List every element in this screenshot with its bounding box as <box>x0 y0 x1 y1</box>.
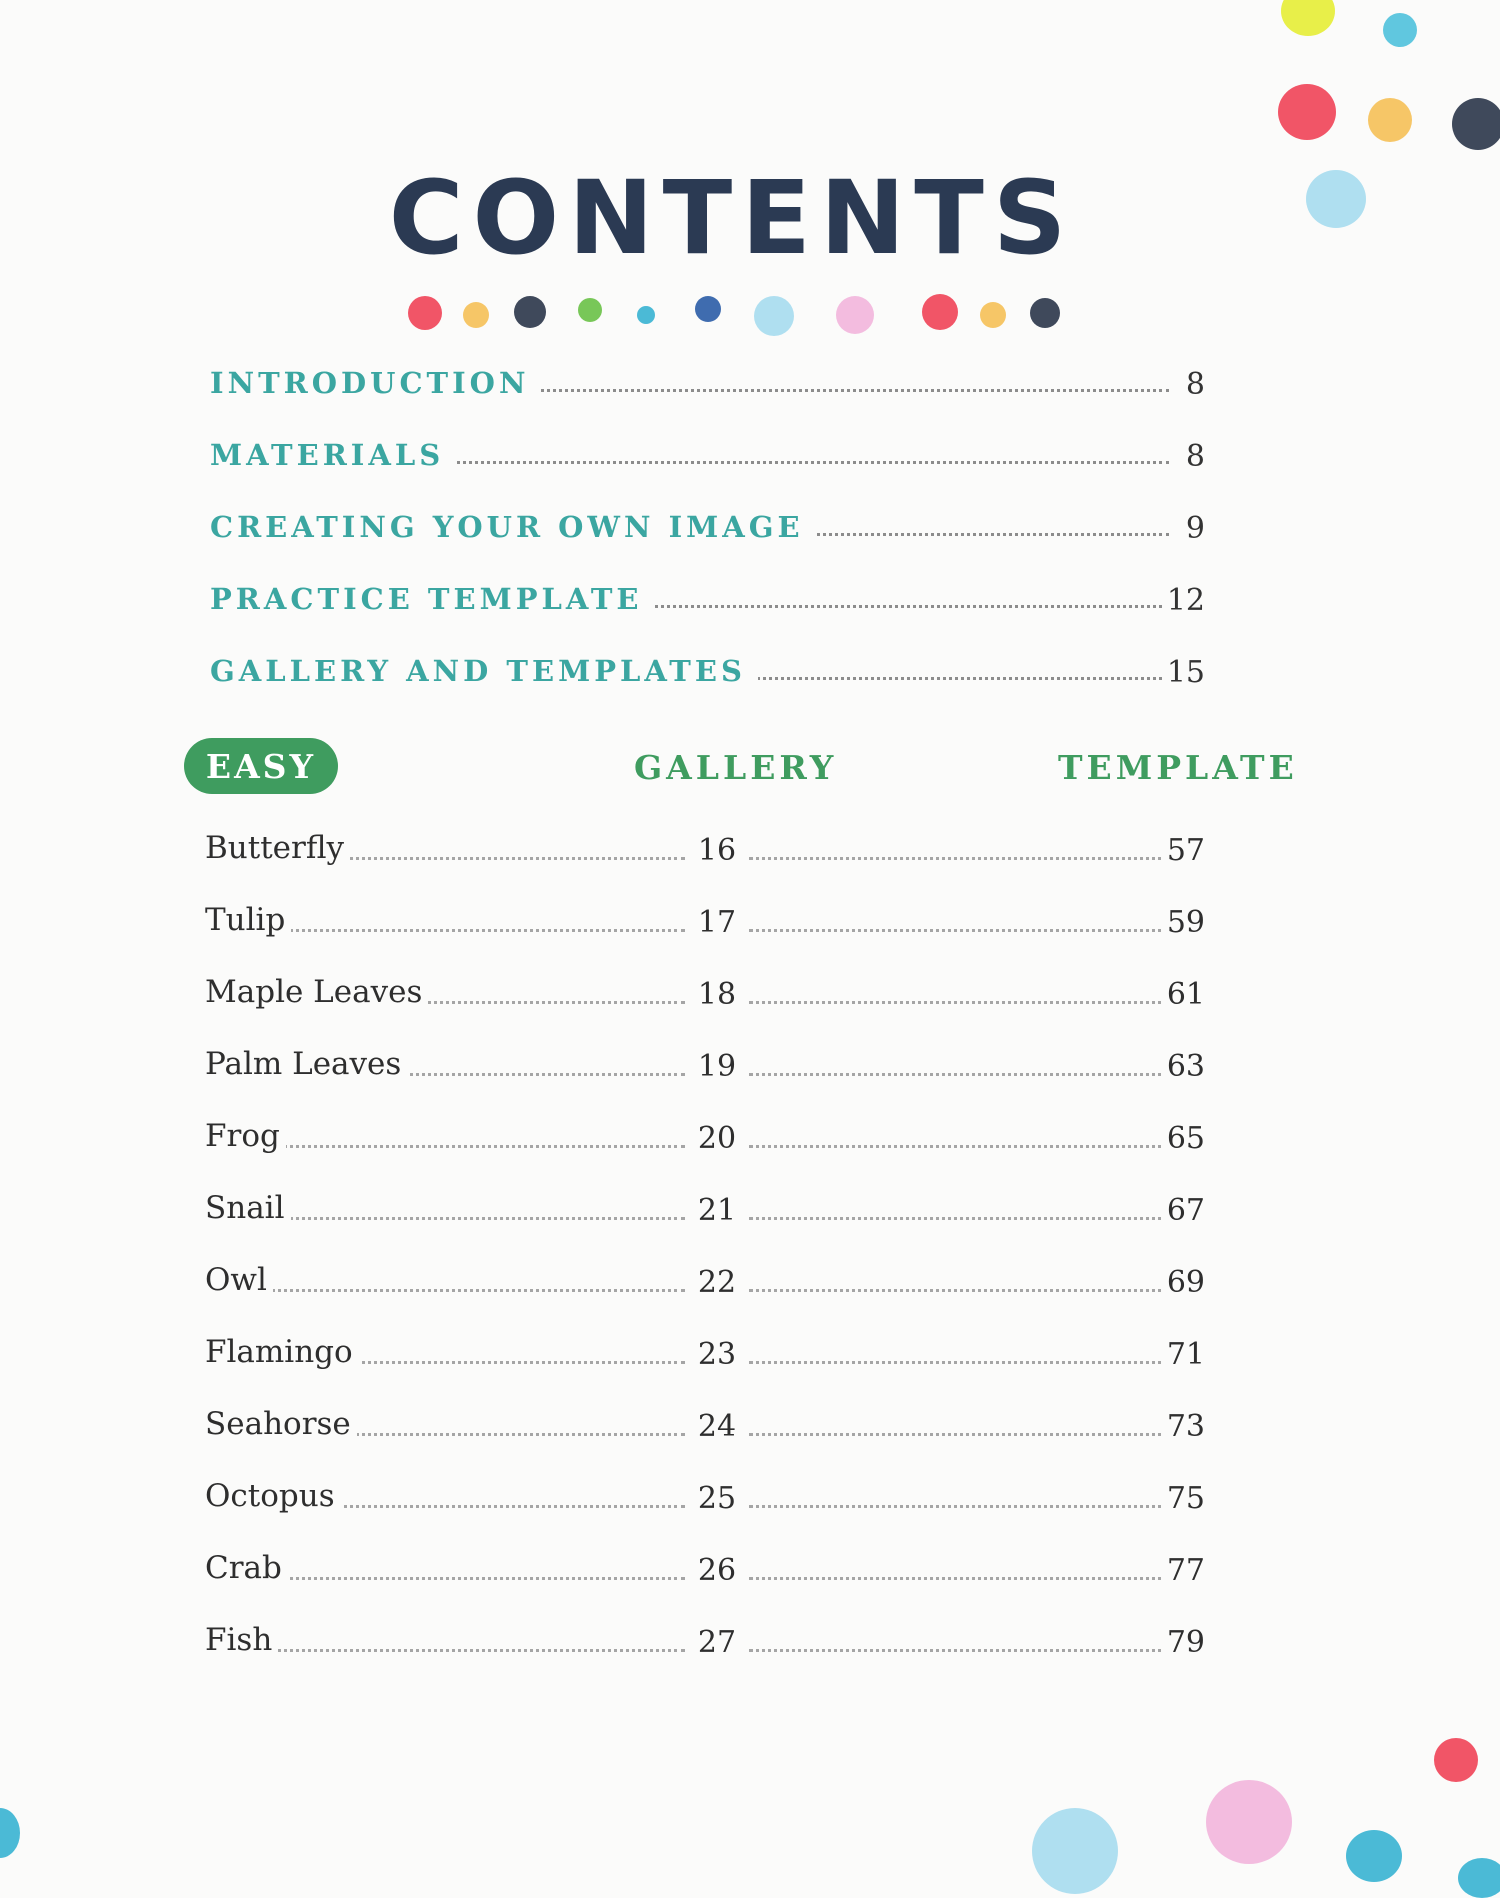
gallery-page: 16 <box>689 833 745 868</box>
dot-red <box>1278 84 1336 140</box>
toc-item-label: INTRODUCTION <box>210 366 541 400</box>
toc-item-label: CREATING YOUR OWN IMAGE <box>210 510 816 544</box>
dot-leader <box>749 1289 1169 1292</box>
dot-leader <box>749 1361 1169 1364</box>
entry-name: Flamingo <box>205 1334 359 1370</box>
dot-teal <box>0 1808 20 1858</box>
toc-item <box>210 566 1205 638</box>
list-item <box>205 816 1205 888</box>
dot-orange <box>1368 98 1412 142</box>
entry-name: Frog <box>205 1118 286 1154</box>
dot-leader <box>749 1649 1169 1652</box>
dot-navy <box>1452 98 1500 150</box>
toc-item <box>210 422 1205 494</box>
gallery-page: 21 <box>689 1193 745 1228</box>
dot-pink <box>836 296 874 334</box>
toc-item-page: 8 <box>1182 367 1205 402</box>
dot-leader <box>749 1217 1169 1220</box>
list-item <box>205 1392 1205 1464</box>
template-page: 59 <box>1163 905 1205 940</box>
dot-leader <box>749 1433 1169 1436</box>
dot-blue <box>695 296 721 322</box>
dot-leader <box>749 1577 1169 1580</box>
dot-leader <box>749 1073 1169 1076</box>
entry-name: Crab <box>205 1550 288 1586</box>
dot-leader <box>749 1001 1169 1004</box>
list-item <box>205 1320 1205 1392</box>
gallery-page: 24 <box>689 1409 745 1444</box>
template-page: 57 <box>1163 833 1205 868</box>
list-item <box>205 1176 1205 1248</box>
dot-leader <box>749 929 1169 932</box>
template-page: 61 <box>1163 977 1205 1012</box>
dot-navy <box>514 296 546 328</box>
gallery-column-header: GALLERY <box>634 748 838 787</box>
gallery-page: 27 <box>689 1625 745 1660</box>
list-item <box>205 1464 1205 1536</box>
template-page: 71 <box>1163 1337 1205 1372</box>
entry-name: Octopus <box>205 1478 341 1514</box>
dot-teal <box>1458 1858 1500 1898</box>
toc-item <box>210 638 1205 710</box>
toc-item <box>210 350 1205 422</box>
entry-name: Palm Leaves <box>205 1046 407 1082</box>
dot-yellow <box>1281 0 1335 36</box>
gallery-page: 18 <box>689 977 745 1012</box>
dot-leader <box>749 1145 1169 1148</box>
list-item <box>205 888 1205 960</box>
list-item <box>205 1104 1205 1176</box>
entry-name: Tulip <box>205 902 291 938</box>
toc-item-label: PRACTICE TEMPLATE <box>210 582 655 616</box>
template-page: 67 <box>1163 1193 1205 1228</box>
template-page: 79 <box>1163 1625 1205 1660</box>
dot-lightblue <box>1032 1808 1118 1894</box>
list-item <box>205 1032 1205 1104</box>
toc-item-page: 15 <box>1163 655 1205 690</box>
list-item <box>205 1248 1205 1320</box>
dot-red <box>1434 1738 1478 1782</box>
entry-name: Owl <box>205 1262 273 1298</box>
dot-orange <box>980 302 1006 328</box>
page-title: CONTENTS <box>388 159 1076 278</box>
toc-list <box>210 350 1205 710</box>
template-page: 65 <box>1163 1121 1205 1156</box>
dot-teal <box>1346 1830 1402 1882</box>
toc-item-label: MATERIALS <box>210 438 456 472</box>
toc-item <box>210 494 1205 566</box>
dot-teal <box>1383 13 1417 47</box>
template-page: 73 <box>1163 1409 1205 1444</box>
gallery-page: 26 <box>689 1553 745 1588</box>
dot-pink <box>1206 1780 1292 1864</box>
list-item <box>205 1608 1205 1680</box>
dot-green <box>578 298 602 322</box>
dot-leader <box>749 1505 1169 1508</box>
toc-item-page: 8 <box>1182 439 1205 474</box>
template-page: 69 <box>1163 1265 1205 1300</box>
dot-red <box>922 294 958 330</box>
difficulty-badge: EASY <box>184 738 338 794</box>
template-page: 77 <box>1163 1553 1205 1588</box>
dot-orange <box>463 302 489 328</box>
gallery-page: 17 <box>689 905 745 940</box>
dot-navy <box>1030 298 1060 328</box>
dot-leader <box>749 857 1169 860</box>
toc-item-label: GALLERY AND TEMPLATES <box>210 654 758 688</box>
dot-teal <box>637 306 655 324</box>
gallery-page: 19 <box>689 1049 745 1084</box>
dot-lightblue <box>754 296 794 336</box>
list-item <box>205 960 1205 1032</box>
gallery-page: 25 <box>689 1481 745 1516</box>
gallery-page: 20 <box>689 1121 745 1156</box>
entry-name: Butterfly <box>205 830 350 866</box>
entry-name: Maple Leaves <box>205 974 428 1010</box>
entry-name: Fish <box>205 1622 278 1658</box>
dot-leader <box>205 1289 685 1292</box>
entry-list <box>205 816 1205 1680</box>
template-page: 75 <box>1163 1481 1205 1516</box>
template-column-header: TEMPLATE <box>1058 748 1298 787</box>
dot-red <box>408 296 442 330</box>
gallery-page: 22 <box>689 1265 745 1300</box>
toc-item-page: 12 <box>1163 583 1205 618</box>
entry-name: Snail <box>205 1190 291 1226</box>
template-page: 63 <box>1163 1049 1205 1084</box>
entry-name: Seahorse <box>205 1406 357 1442</box>
list-item <box>205 1536 1205 1608</box>
toc-item-page: 9 <box>1182 511 1205 546</box>
gallery-page: 23 <box>689 1337 745 1372</box>
